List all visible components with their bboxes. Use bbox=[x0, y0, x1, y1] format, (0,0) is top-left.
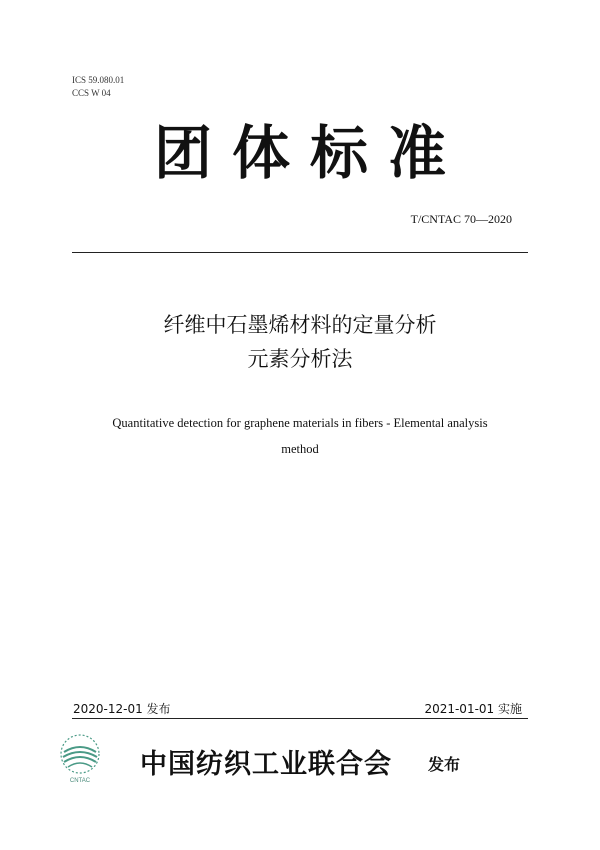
issuing-organization: 中国纺织工业联合会 bbox=[140, 749, 392, 780]
issue-date: 2020-12-01 发布 bbox=[73, 702, 171, 716]
chinese-title-line-2: 元素分析法 bbox=[247, 347, 353, 371]
standard-number: T/CNTAC 70—2020 bbox=[410, 212, 512, 226]
implementation-date: 2021-01-01 实施 bbox=[424, 702, 522, 716]
header-divider bbox=[72, 252, 528, 253]
document-type-title: 团体标准 bbox=[153, 119, 466, 187]
english-title bbox=[70, 410, 530, 462]
chinese-title-line-1: 纤维中石墨烯材料的定量分析 bbox=[163, 313, 437, 337]
english-title-line-2: method bbox=[281, 442, 319, 456]
publish-label: 发布 bbox=[428, 755, 461, 774]
cntac-logo-icon bbox=[58, 732, 102, 780]
ics-code: ICS 59.080.01 bbox=[72, 75, 125, 85]
ccs-code: CCS W 04 bbox=[72, 88, 111, 98]
footer-divider bbox=[72, 718, 528, 719]
chinese-title bbox=[0, 308, 600, 376]
english-title-line-1: Quantitative detection for graphene materials in fibers - Elemental analysis bbox=[112, 416, 488, 430]
classification-codes bbox=[72, 74, 124, 100]
logo-caption: CNTAC bbox=[69, 778, 91, 784]
